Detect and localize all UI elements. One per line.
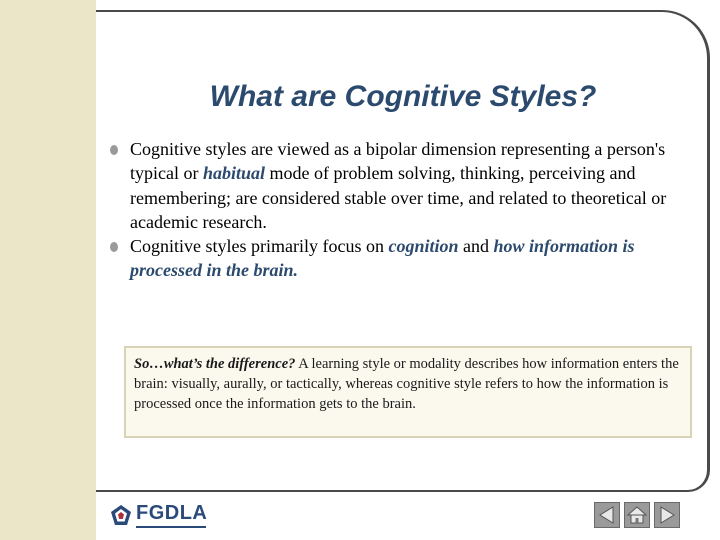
slide-title: What are Cognitive Styles? <box>209 80 597 113</box>
bullet-item <box>108 137 698 234</box>
previous-button[interactable] <box>594 502 620 528</box>
bullet-text: mode of problem solving, thinking, perceiving and remembering; are considered stable over time, and related to theoretical or academic research. <box>130 163 667 232</box>
bullet-text: Cognitive styles are viewed as a bipolar dimension representing a person's typical or <box>130 139 666 184</box>
note-box <box>124 346 692 438</box>
bullet-icon <box>110 145 118 155</box>
bullet-text: Cognitive styles primarily focus on <box>130 236 389 257</box>
bullet-item <box>108 234 698 283</box>
emphasis-text: how information is processed in the brain. <box>130 236 635 281</box>
note-lead: So…what’s the difference? <box>134 356 296 372</box>
side-band <box>0 0 96 540</box>
arrow-left-icon <box>595 503 619 527</box>
home-icon <box>625 503 649 527</box>
bullet-text: and <box>458 236 494 257</box>
next-button[interactable] <box>654 502 680 528</box>
emphasis-text: habitual <box>202 163 266 184</box>
bullet-list <box>108 137 698 283</box>
emphasis-text: cognition <box>388 236 459 257</box>
logo-text: FGDLA <box>136 502 208 524</box>
bullet-icon <box>110 242 118 252</box>
note-body: A learning style or modality describes how information enters the brain: visually, aurally, or tactically, whereas cognitive style refers to how the information is processed once the information gets to the brain. <box>134 356 679 412</box>
logo-emblem-icon <box>110 504 132 526</box>
logo-rule <box>136 526 206 528</box>
fgdla-logo <box>110 502 210 532</box>
home-button[interactable] <box>624 502 650 528</box>
arrow-right-icon <box>655 503 679 527</box>
